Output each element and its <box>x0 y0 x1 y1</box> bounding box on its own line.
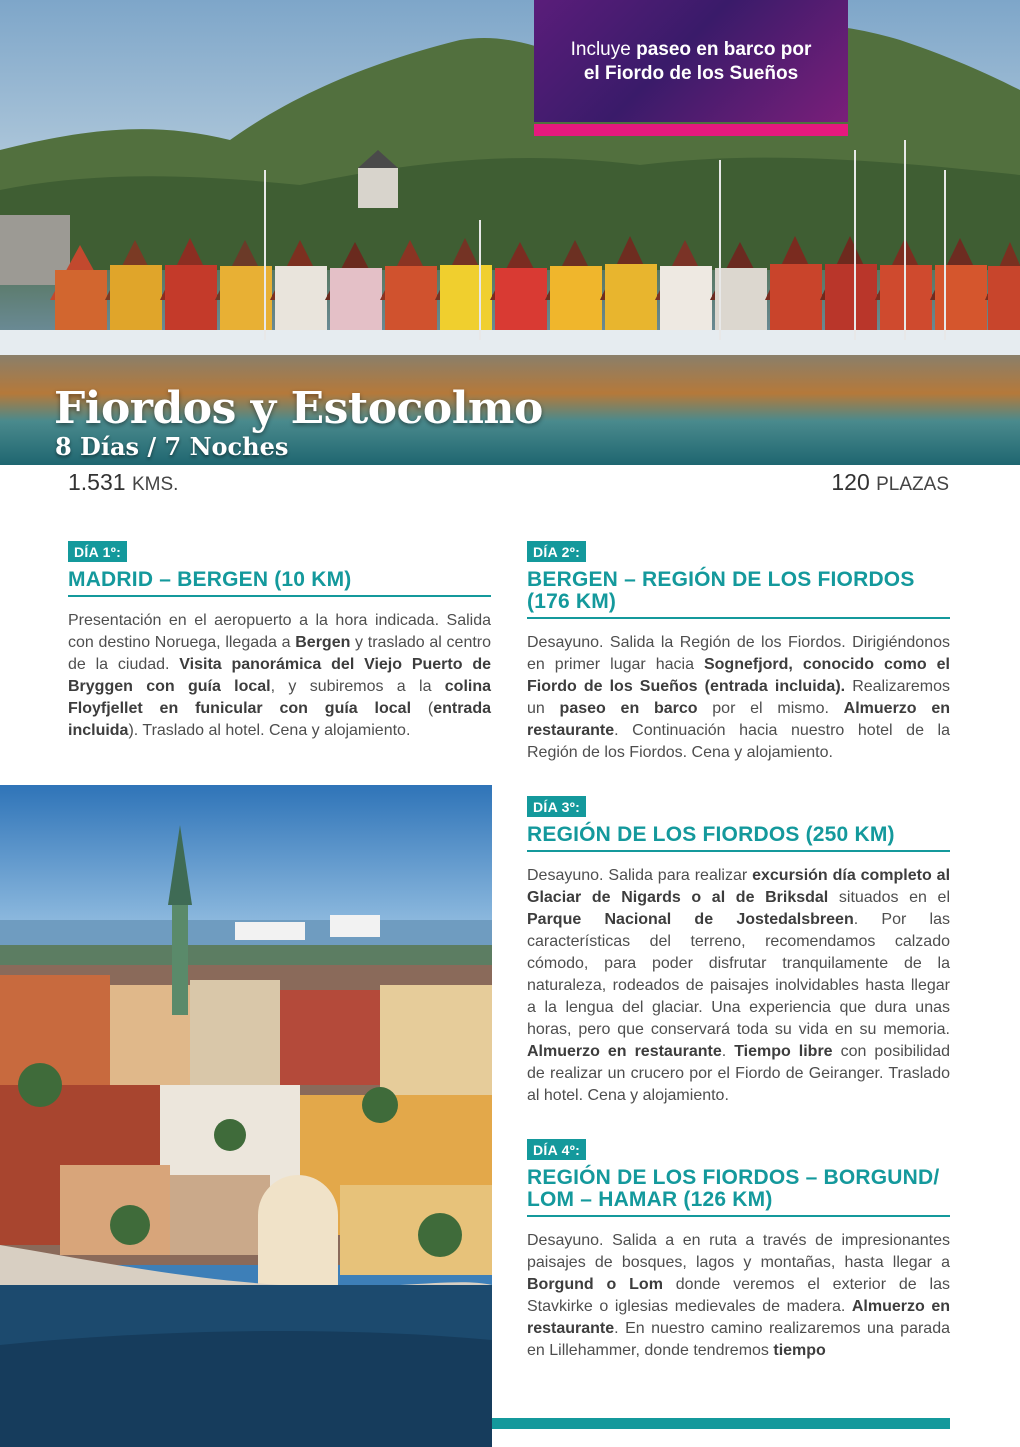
day-title: REGIÓN DE LOS FIORDOS (250 KM) <box>527 824 950 852</box>
body-text: ). Traslado al hotel. Cena y alojamiento. <box>128 722 411 739</box>
highlight-text: entrada incluida <box>68 700 491 739</box>
seats-unit: PLAZAS <box>876 474 949 495</box>
highlight-text: Borgund o Lom <box>527 1276 663 1293</box>
day-badge: DÍA 3º: <box>527 796 586 817</box>
body-text: . <box>721 1043 735 1060</box>
body-text: , y subiremos a la <box>270 678 445 695</box>
day-badge: DÍA 2º: <box>527 541 586 562</box>
body-text: y traslado al centro de la ciudad. <box>68 634 492 673</box>
body-text: Desayuno. Salida la Región de los Fiordos. Dirigiéndonos en primer lugar hacia <box>527 634 950 673</box>
seats-stat <box>831 469 949 496</box>
highlight-text: Parque Nacional de Jostedalsbreen <box>527 911 854 928</box>
body-text: Desayuno. Salida a en ruta a través de impresionantes paisajes de bosques, lagos y montañas, hasta llegar a <box>527 1232 950 1271</box>
body-text: donde veremos el exterior de las Stavkirke o iglesias medievales de madera. <box>527 1276 950 1315</box>
highlight-text: paseo en barco <box>559 700 698 717</box>
day-title: BERGEN – REGIÓN DE LOS FIORDOS (176 KM) <box>527 569 950 619</box>
gamla-stan-illustration <box>0 785 492 1447</box>
distance-value: 1.531 <box>68 469 126 495</box>
day-1-section <box>68 541 491 742</box>
day-description <box>527 865 950 1107</box>
highlight-text: Almuerzo en restaurante <box>527 1298 950 1337</box>
page-title: Fiordos y Estocolmo <box>54 383 543 434</box>
seats-value: 120 <box>831 469 870 495</box>
highlight-text: Bergen <box>295 634 351 651</box>
stockholm-photo <box>0 785 492 1447</box>
day-3-section <box>527 796 950 1107</box>
promo-box <box>534 0 848 122</box>
highlight-text: Tiempo libre <box>734 1043 833 1060</box>
body-text: con posibilidad de realizar un crucero por el Fiordo de Geiranger. Traslado al hotel. Cena y alojamiento. <box>527 1043 951 1104</box>
day-description <box>527 1230 950 1362</box>
footer-accent-bar <box>492 1418 950 1429</box>
distance-unit: KMS. <box>131 474 179 495</box>
promo-line2: el Fiordo de los Sueños <box>583 63 799 84</box>
highlight-text: tiempo <box>773 1342 826 1359</box>
body-text: Realizaremos un <box>527 678 951 717</box>
highlight-text: excursión día completo al Glaciar de Nigards o al de Briksdal <box>527 867 951 906</box>
day-title: REGIÓN DE LOS FIORDOS – BORGUND/ LOM – HAMAR (126 KM) <box>527 1167 950 1217</box>
highlight-text: Almuerzo en restaurante <box>527 700 950 739</box>
body-text: por el mismo. <box>697 700 844 717</box>
day-badge: DÍA 1º: <box>68 541 127 562</box>
highlight-text: Sognefjord, conocido como el Fiordo de los Sueños (entrada incluida). <box>527 656 951 695</box>
day-description <box>527 632 950 764</box>
body-text: . Continuación hacia nuestro hotel de la Región de los Fiordos. Cena y alojamiento. <box>527 722 950 761</box>
day-badge: DÍA 4º: <box>527 1139 586 1160</box>
body-text: . En nuestro camino realizaremos una parada en Lillehammer, donde tendremos <box>527 1320 950 1359</box>
body-text: Presentación en el aeropuerto a la hora indicada. Salida con destino Noruega, llegada a <box>68 612 491 651</box>
promo-line1: paseo en barco por <box>636 39 812 60</box>
highlight-text: Almuerzo en restaurante <box>527 1043 722 1060</box>
old-town-buildings <box>0 975 492 1285</box>
day-description <box>68 610 491 742</box>
promo-prefix: Incluye <box>570 39 631 60</box>
day-title: MADRID – BERGEN (10 KM) <box>68 569 491 597</box>
page-subtitle: 8 Días / 7 Noches <box>55 432 289 461</box>
highlight-text: Visita panorámica del Viejo Puerto de Bryggen con guía local <box>68 656 491 695</box>
hero-image <box>0 0 1020 465</box>
body-text: situados en el <box>828 889 950 906</box>
body-text: . Por las características del terreno, recomendamos calzado cómodo, para poder disfrutar tranquilamente de la naturaleza, rodeados de paisajes inolvidables hasta llegar a la lengua del glaciar. Una experiencia que dura unas horas, pero que conservará toda su vida en su memoria. <box>527 911 950 1038</box>
body-text: ( <box>411 700 434 717</box>
body-text: Desayuno. Salida para realizar <box>527 867 753 884</box>
distance-stat <box>68 469 178 496</box>
highlight-text: colina Floyfjellet en funicular con guía local <box>68 678 492 717</box>
promo-accent-bar <box>534 124 848 136</box>
day-2-section <box>527 541 950 764</box>
day-4-section <box>527 1139 950 1362</box>
